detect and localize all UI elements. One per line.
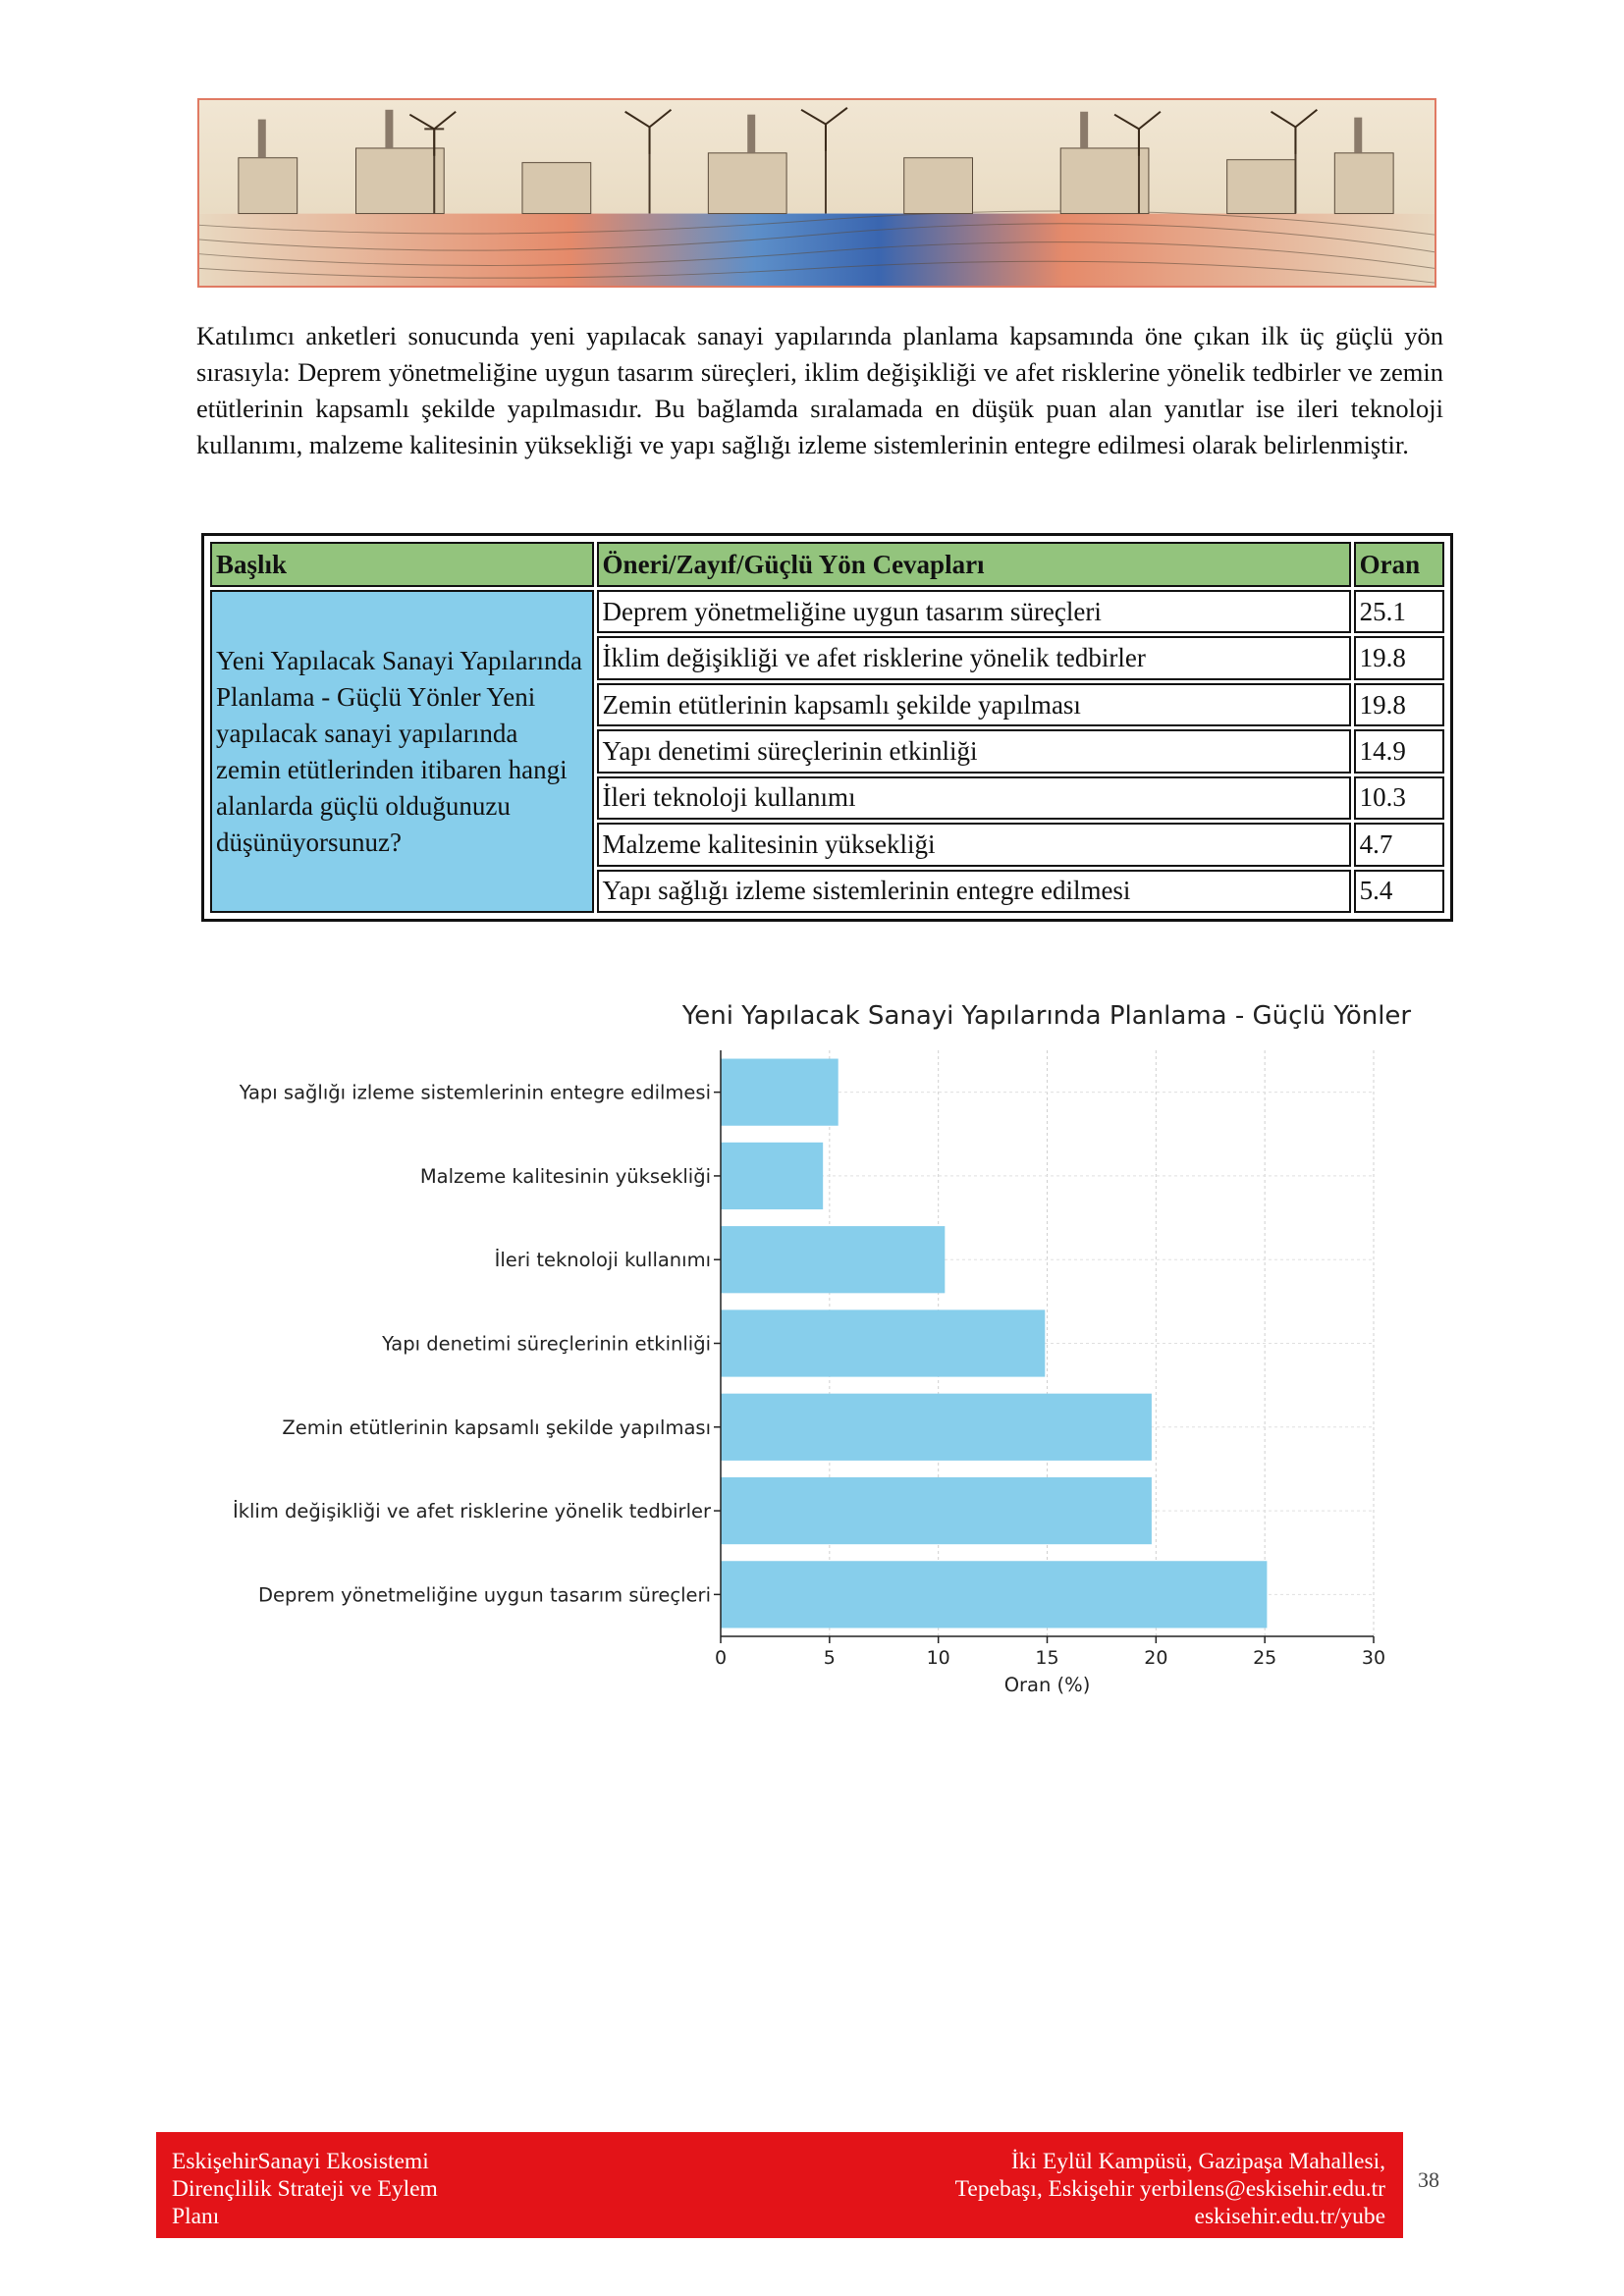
header-topic: Başlık: [210, 542, 594, 587]
bar: [721, 1226, 945, 1293]
answer-cell: İleri teknoloji kullanımı: [597, 776, 1351, 820]
industrial-landscape-icon: [199, 100, 1435, 286]
header-rate: Oran: [1354, 542, 1444, 587]
rate-cell: 19.8: [1354, 636, 1444, 679]
footer-left-line: Dirençlilik Strateji ve Eylem: [172, 2176, 438, 2202]
y-tick-label: Malzeme kalitesinin yüksekliği: [419, 1164, 711, 1188]
footer-bar: [156, 2132, 1403, 2238]
answer-cell: Malzeme kalitesinin yüksekliği: [597, 823, 1351, 866]
footer-right-line: İki Eylül Kampüsü, Gazipaşa Mahallesi,: [1010, 2149, 1385, 2174]
answer-cell: Yapı denetimi süreçlerinin etkinliği: [597, 729, 1351, 773]
rate-cell: 25.1: [1354, 590, 1444, 633]
x-tick-label: 25: [1253, 1647, 1277, 1669]
x-tick-label: 0: [714, 1647, 728, 1669]
x-tick-label: 15: [1035, 1647, 1059, 1669]
answer-cell: Deprem yönetmeliğine uygun tasarım süreçleri: [597, 590, 1351, 633]
answer-cell: Yapı sağlığı izleme sistemlerinin entegre edilmesi: [597, 870, 1351, 913]
bar: [721, 1059, 839, 1126]
bar-chart-svg: [196, 987, 1453, 1703]
rate-cell: 19.8: [1354, 683, 1444, 726]
rate-cell: 14.9: [1354, 729, 1444, 773]
survey-table: [207, 539, 1447, 916]
footer-left-line: Planı: [172, 2204, 220, 2229]
x-tick-label: 5: [823, 1647, 836, 1669]
bar: [721, 1477, 1152, 1544]
bar: [721, 1394, 1152, 1461]
answer-cell: İklim değişikliği ve afet risklerine yönelik tedbirler: [597, 636, 1351, 679]
bar: [721, 1143, 823, 1209]
header-answers: Öneri/Zayıf/Güçlü Yön Cevapları: [597, 542, 1351, 587]
rate-cell: 4.7: [1354, 823, 1444, 866]
chart-title: Yeni Yapılacak Sanayi Yapılarında Planlama - Güçlü Yönler: [681, 1001, 1412, 1031]
footer-right-line: Tepebaşı, Eskişehir yerbilens@eskisehir.edu.tr: [954, 2176, 1385, 2202]
answer-cell: Zemin etütlerinin kapsamlı şekilde yapılması: [597, 683, 1351, 726]
x-tick-label: 10: [926, 1647, 950, 1669]
bar-chart: [196, 987, 1453, 1703]
y-tick-label: Yapı sağlığı izleme sistemlerinin entegre edilmesi: [239, 1081, 711, 1104]
x-axis-label: Oran (%): [1003, 1674, 1091, 1696]
footer-plan-title: [172, 2148, 438, 2230]
y-tick-label: Zemin etütlerinin kapsamlı şekilde yapılması: [282, 1415, 711, 1439]
rate-cell: 10.3: [1354, 776, 1444, 820]
survey-table-frame: [201, 533, 1453, 922]
table-header-row: [210, 542, 1444, 587]
footer-left-line: EskişehirSanayi Ekosistemi: [172, 2149, 429, 2174]
y-tick-label: İklim değişikliği ve afet risklerine yönelik tedbirler: [232, 1500, 711, 1523]
y-tick-label: İleri teknoloji kullanımı: [494, 1249, 711, 1272]
intro-paragraph: Katılımcı anketleri sonucunda yeni yapılacak sanayi yapılarında planlama kapsamında öne çıkan ilk üç güçlü yön sırasıyla: Deprem yönetmeliğine uygun tasarım süreçleri, iklim değişikliği ve afet risklerine yönelik tedbirler ve zemin etütlerinin kapsamlı şekilde yapılmasıdır. Bu bağlamda sıralamada en düşük puan alan yanıtlar ise ileri teknoloji kullanımı, malzeme kalitesinin yüksekliği ve yapı sağlığı izleme sistemlerinin entegre edilmesi olarak belirlenmiştir.: [196, 321, 1443, 459]
topic-cell: Yeni Yapılacak Sanayi Yapılarında Planlama - Güçlü Yönler Yeni yapılacak sanayi yapılarında zemin etütlerinden itibaren hangi alanlarda güçlü olduğunuzu düşünüyorsunuz?: [210, 590, 594, 913]
footer-address: [955, 2148, 1385, 2230]
table-row: [210, 590, 1444, 633]
y-tick-label: Deprem yönetmeliğine uygun tasarım süreçleri: [257, 1583, 711, 1607]
x-tick-label: 20: [1144, 1647, 1168, 1669]
bar: [721, 1309, 1045, 1376]
footer-right-line: eskisehir.edu.tr/yube: [1194, 2204, 1385, 2229]
rate-cell: 5.4: [1354, 870, 1444, 913]
page-number: 38: [1418, 2167, 1439, 2192]
x-tick-label: 30: [1361, 1647, 1386, 1669]
banner-illustration: [197, 98, 1436, 288]
y-tick-label: Yapı denetimi süreçlerinin etkinliği: [382, 1332, 711, 1356]
bar: [721, 1561, 1267, 1628]
